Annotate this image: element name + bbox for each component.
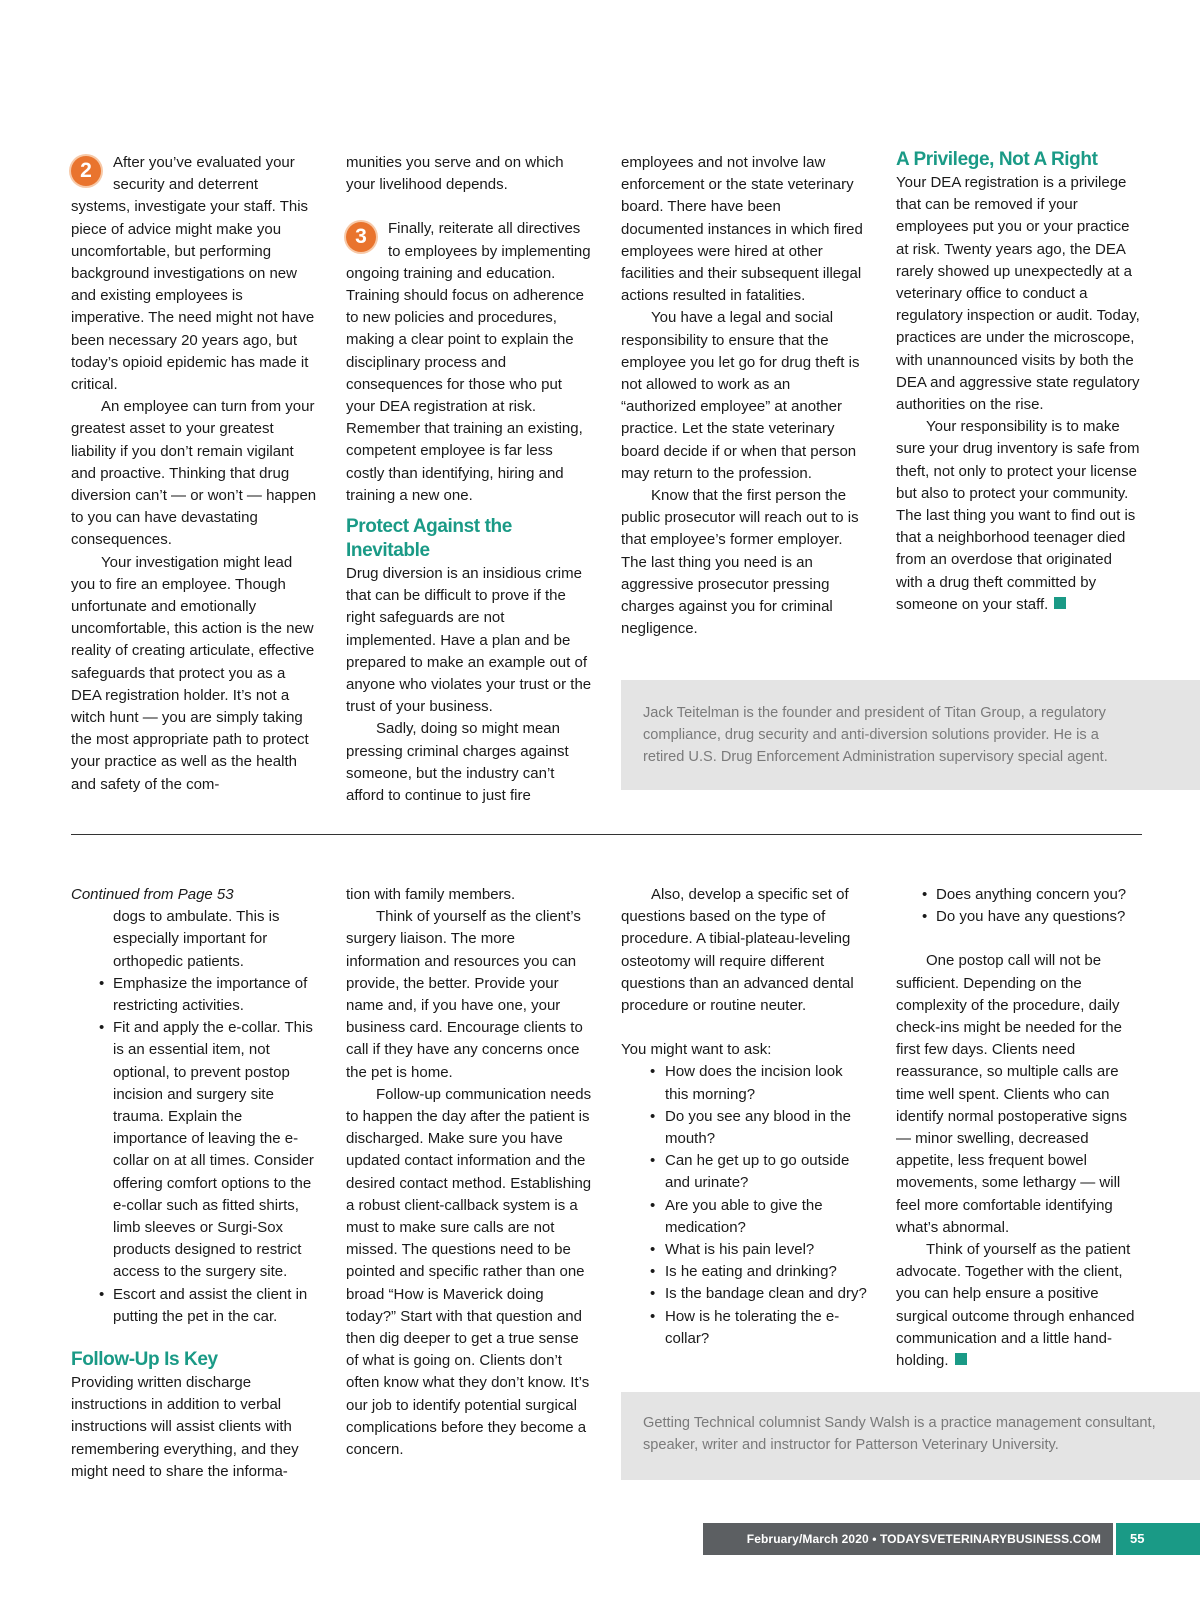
- top-column-3: [621, 152, 867, 640]
- top-column-1: [71, 152, 317, 796]
- columnist-bio: Getting Technical columnist Sandy Walsh is a practice management consultant, speaker, writer and instructor for Patterson Veterinary University.: [643, 1415, 1156, 1453]
- bottom-column-1: [71, 884, 317, 1483]
- step-3-badge: 3: [346, 222, 376, 252]
- footer-issue: February/March 2020: [746, 1532, 869, 1546]
- bullet-icon: •: [99, 974, 105, 992]
- top-column-2: [346, 152, 592, 807]
- paragraph: munities you serve and on which your livelihood depends.: [346, 154, 564, 194]
- discharge-list: [71, 906, 317, 1328]
- section-heading: A Privilege, Not A Right: [896, 149, 1098, 170]
- paragraph-text: Think of yourself as the patient advocate. Together with the client, you can help ensure a positive surgical outcome through enhanced communication and a little hand-holding.: [896, 1241, 1135, 1370]
- author-bio-box: [621, 680, 1200, 790]
- paragraph: Think of yourself as the client’s surgery liaison. The more information and resources you can provide, the better. Provide your name and, if you have one, your business card. Encourage clients to call if they have any concerns once the pet is home.: [346, 908, 583, 1081]
- bullet-icon: •: [650, 1285, 656, 1303]
- footer-separator: •: [868, 1532, 880, 1546]
- paragraph: [896, 416, 1142, 616]
- bullet-icon: •: [922, 908, 928, 926]
- bullet-icon: •: [99, 1019, 105, 1037]
- paragraph: Your DEA registration is a privilege that can be removed if your employees put you or your practice at risk. Twenty years ago, the DEA rarely showed up unexpectedly at a veterinary office to conduct a regulatory inspection or audit. Today, practices are under the microscope, with unannounced visits by both the DEA and aggressive state regulatory authorities on the rise.: [896, 174, 1140, 414]
- bullet-icon: •: [650, 1063, 656, 1081]
- list-item: • What is his pain level?: [621, 1239, 867, 1261]
- list-item: • How is he tolerating the e-collar?: [650, 1307, 840, 1347]
- list-item: • Escort and assist the client in putting the pet in the car.: [99, 1285, 308, 1325]
- paragraph: Drug diversion is an insidious crime that can be difficult to prove if the right safeguards are not implemented. Have a plan and be prepared to make an example out of anyone who violates your trust or the trust of your business.: [346, 565, 592, 716]
- paragraph: An employee can turn from your greatest asset to your greatest liability if you don’t remain vigilant and proactive. Thinking that drug diversion can’t — or won’t — happen to you can have devastating consequences.: [71, 398, 317, 549]
- list-item: • How does the incision look this morning?: [650, 1063, 843, 1103]
- paragraph-text: Your responsibility is to make sure your drug inventory is safe from theft, not only to protect your license but also to protect your community. The last thing you want to find out is that a neighborhood teenager died from an overdose that originated with a drug theft committed by someone on your staff.: [896, 418, 1140, 613]
- step-2-badge: 2: [71, 156, 101, 186]
- footer-issue-bar: [703, 1523, 1113, 1555]
- paragraph: tion with family members.: [346, 886, 516, 903]
- paragraph-text: Finally, reiterate all directives to employees by implementing ongoing training and education. Training should focus on adherence to new policies and procedures, making a clear point to explain the disciplinary process and consequences for those who put your DEA registration at risk. Remember that training an existing, competent employee is far less costly than identifying, hiring and training a new one.: [346, 220, 591, 504]
- end-mark-icon: [955, 1353, 967, 1365]
- paragraph: Also, develop a specific set of questions based on the type of procedure. A tibial-plateau-leveling osteotomy will require different questions than an advanced dental procedure or routine neuter.: [621, 886, 854, 1015]
- list-item: • Is the bandage clean and dry?: [621, 1283, 867, 1305]
- author-bio: Jack Teitelman is the founder and president of Titan Group, a regulatory compliance, drug security and anti-diversion solutions provider. He is a retired U.S. Drug Enforcement Administration supervisory special agent.: [643, 705, 1108, 765]
- end-mark-icon: [1054, 597, 1066, 609]
- section-heading: Follow-Up Is Key: [71, 1349, 218, 1371]
- paragraph: You have a legal and social responsibility to ensure that the employee you let go for drug theft is not allowed to work as an “authorized employee” at another practice. Let the state veterinary board decide if or when that person may return to the profession.: [621, 309, 860, 482]
- list-item: • Do you see any blood in the mouth?: [650, 1107, 851, 1148]
- paragraph: Know that the first person the public prosecutor will reach out to is that employee’s former employer. The last thing you need is an aggressive prosecutor pressing charges against you for criminal negligence.: [621, 487, 859, 638]
- article-divider: [71, 834, 1142, 835]
- bullet-icon: •: [650, 1263, 656, 1281]
- paragraph: [346, 218, 592, 507]
- question-list: [621, 1061, 867, 1350]
- paragraph: [71, 152, 317, 396]
- paragraph: Your investigation might lead you to fire an employee. Though unfortunate and emotionally uncomfortable, this action is the new reality of creating articulate, effective safeguards that protect you as a DEA registration holder. It’s not a witch hunt — you are simply taking the most appropriate path to protect your practice as well as the health and safety of the com-: [71, 553, 315, 793]
- list-item: • Can he get up to go outside and urinate?: [650, 1152, 850, 1192]
- paragraph-text: After you’ve evaluated your security and deterrent systems, investigate your staff. This piece of advice might make you uncomfortable, but performing background investigations on new and existing employees is imperative. The need might not have been necessary 20 years ago, but today’s opioid epidemic has made it critical.: [71, 154, 315, 394]
- list-item: • Are you able to give the medication?: [650, 1196, 823, 1236]
- paragraph: Follow-up communication needs to happen the day after the patient is discharged. Make sure you have updated contact information and the desired contact method. Establishing a robust client-callback system is a must to make sure calls are not missed. The questions need to be pointed and specific rather than one broad “How is Maverick doing today?” Start with that question and then dig deeper to get a true sense of what is going on. Clients don’t often know what they don’t know. It’s our job to identify potential surgical complications before they become a concern.: [346, 1085, 592, 1459]
- paragraph: Sadly, doing so might mean pressing criminal charges against someone, but the industry can’t afford to continue to just fire: [346, 720, 569, 805]
- bullet-icon: •: [922, 886, 928, 903]
- paragraph: Providing written discharge instructions in addition to verbal instructions will assist clients with remembering everything, and they might need to share the informa-: [71, 1374, 299, 1480]
- paragraph: employees and not involve law enforcement or the state veterinary board. There have been documented instances in which fired employees were hired at other facilities and their subsequent illegal actions resulted in fatalities.: [621, 154, 863, 305]
- question-list: [896, 884, 1142, 928]
- bullet-icon: •: [650, 1107, 656, 1125]
- paragraph: [896, 1239, 1142, 1372]
- bullet-icon: •: [650, 1152, 656, 1170]
- top-column-4: [896, 148, 1142, 616]
- bottom-column-4: [896, 884, 1142, 1372]
- paragraph: You might want to ask:: [621, 1041, 772, 1059]
- page-number: 55: [1116, 1523, 1200, 1555]
- bullet-icon: •: [650, 1307, 656, 1325]
- list-item: • Is he eating and drinking?: [621, 1261, 867, 1283]
- list-item: dogs to ambulate. This is especially important for orthopedic patients.: [113, 908, 280, 970]
- list-item: • Emphasize the importance of restricting activities.: [99, 974, 308, 1015]
- bottom-column-2: [346, 884, 592, 1461]
- bullet-icon: •: [99, 1285, 105, 1303]
- footer-site-link[interactable]: TODAYSVETERINARYBUSINESS.COM: [879, 1532, 1101, 1546]
- list-item: • Do you have any questions?: [896, 906, 1142, 928]
- paragraph: One postop call will not be sufficient. Depending on the complexity of the procedure, daily check-ins might be needed for the first few days. Clients need reassurance, so multiple calls are time well spent. Clients who can identify normal postoperative signs — minor swelling, decreased appetite, less frequent bowel movements, some lethargy — will feel more comfortable identifying what’s abnormal.: [896, 952, 1127, 1236]
- bottom-column-3: [621, 884, 867, 1350]
- section-heading: Protect Against the Inevitable: [346, 516, 512, 562]
- list-item: • Does anything concern you?: [896, 884, 1142, 906]
- columnist-bio-box: [621, 1392, 1200, 1480]
- bullet-icon: •: [650, 1241, 656, 1259]
- list-item: • Fit and apply the e-collar. This is an essential item, not optional, to prevent postop incision and surgery site trauma. Explain the importance of leaving the e-collar on at all times. Consider offering comfort options to the e-collar such as fitted shirts, limb sleeves or Surgi-Sox products designed to restrict access to the surgery site.: [99, 1019, 314, 1281]
- bullet-icon: •: [650, 1196, 656, 1214]
- continued-note: Continued from Page 53: [71, 886, 234, 903]
